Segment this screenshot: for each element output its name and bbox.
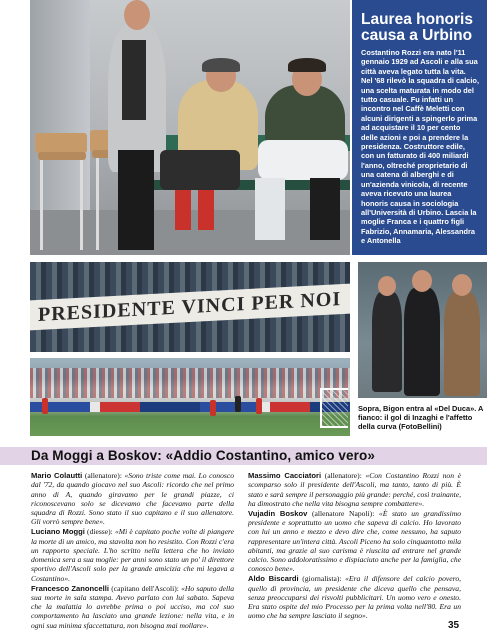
speaker-quote: «Mi è capitato poche volte di piangere la morte di un amico, ma stavolta non ho resistito. Con Rozzi c'era un rapporto speciale. L'ho scritto nella lettera che ho inviato domenica sera a sua moglie: per anni sono stato un po' il direttore sportivo dell'Ascoli solo per la grande amicizia che mi legava a Costantino».: [31, 527, 235, 583]
speaker-role: (giornalista):: [302, 574, 342, 584]
column-right: [248, 471, 461, 621]
speaker-quote: «Ho saputo della sua morte in sala stampa. Avevo parlato con lui sabato. Sapeva che la malattia lo avrebbe prima o poi ucciso, ma col suo comportamento ha lasciato una grande lezione: nella vita, e in ogni sua minima sfaccettatura, non bisogna mai mollare».: [31, 583, 235, 630]
speaker-role: (allenatore):: [324, 471, 362, 480]
speaker-name: Aldo Biscardi: [248, 574, 299, 584]
speaker-role: (diesse):: [87, 527, 113, 537]
photo-fans-banner: [30, 262, 350, 352]
photo-men-in-coats: [358, 262, 487, 398]
photo-caption: Sopra, Bigon entra al «Del Duca». A fianco: il gol di Inzaghi e l'affetto della curva (FotoBellini): [358, 404, 484, 432]
headline-bar: [0, 447, 487, 465]
speaker-name: Vujadin Boskov: [248, 508, 308, 518]
banner-text: PRESIDENTE VINCI PER NOI: [38, 288, 342, 326]
speaker-quote: «Era il difensore del calcio povero, quello di provincia, un presidente che diceva quello che pensava, senza preoccuparsi dei risvolti pubblicitari. Un uomo vero e onesto. Era stato ospite del mio Processo per la prima volta nell'80. Era un uomo che ha sempre lasciato il segno».: [248, 574, 462, 621]
speaker-quote: «È stato un grandissimo presidente e soprattutto un uomo che sapeva di calcio. Ho lavorato con lui un anno e mezzo e devo dire che, come nessuno, ha saputo rappresentare un'intera città. Ascoli Piceno ha solo cinquantotto mila abitanti, ma grazie al suo carisma è riuscita ad entrare nel grande calcio. Sono addoloratissimo e dispiaciuto anche per la famiglia, che conosco bene».: [248, 508, 462, 574]
quote-entry: [31, 584, 234, 630]
column-left: [31, 471, 234, 631]
quote-entry: [248, 574, 461, 620]
speaker-quote: «Sono triste come mai. Lo conosco dal '72, da quando giocavo nel suo Ascoli: ricordo che nel primo anno di A, quando giravamo per le grandi piazze, ci riconoscevano solo se dicevamo che facevamo parte della squadra di Rozzi. Sono stato il suo capitano e il suo allenatore. Gli vorrò sempre bene».: [31, 471, 234, 527]
sidebar-infobox: [352, 0, 487, 255]
speaker-name: Mario Colautti: [31, 471, 83, 480]
photo-stadium-goal: [30, 358, 350, 436]
quote-entry: [248, 509, 461, 574]
photo-men-on-bench: [30, 0, 350, 255]
article-headline: Da Moggi a Boskov: «Addio Costantino, amico vero»: [31, 448, 375, 463]
quote-entry: [31, 471, 234, 527]
speaker-quote: «Con Costantino Rozzi non è scomparso solo il presidente dell'Ascoli, ma tanto, tanto di più. È stato e sarà sempre il personaggio più grande: perché, così trainante, ha dimostrato che nella vita bisogna sempre combattere».: [248, 471, 461, 508]
speaker-name: Francesco Zanoncelli: [31, 583, 109, 593]
quote-entry: [248, 471, 461, 508]
infobox-body: Costantino Rozzi era nato l'11 gennaio 1929 ad Ascoli e alla sua città aveva legato tutta la vita. Nel '68 rilevò la squadra di calcio, una scelta maturata in modo del tutto casuale. Fu infatti un incontro nel Caffè Meletti con alcuni dirigenti a spingerlo prima ad acquistare il 10 per cento delle azioni e poi a prendere la presidenza. Costruttore edile, con un fatturato di 400 miliardi l'anno, oltreché proprietario di una catena di alberghi e di un'azienda vinicola, di recente aveva ricevuto una laurea honoris causa in sociologia all'Università di Urbino. Lascia la moglie Franca e i quattro figli Fabrizio, Annamaria, Alessandra e Antonella: [361, 48, 480, 246]
speaker-name: Luciano Moggi: [31, 527, 85, 537]
infobox-title: Laurea honoris causa a Urbino: [361, 11, 473, 44]
speaker-name: Massimo Cacciatori: [248, 471, 322, 480]
speaker-role: (allenatore):: [84, 471, 122, 480]
quote-entry: [31, 527, 234, 583]
speaker-role: (capitano dell'Ascoli):: [111, 583, 179, 593]
page-number: 35: [448, 620, 460, 631]
speaker-role: (allenatore Napoli):: [311, 508, 375, 518]
